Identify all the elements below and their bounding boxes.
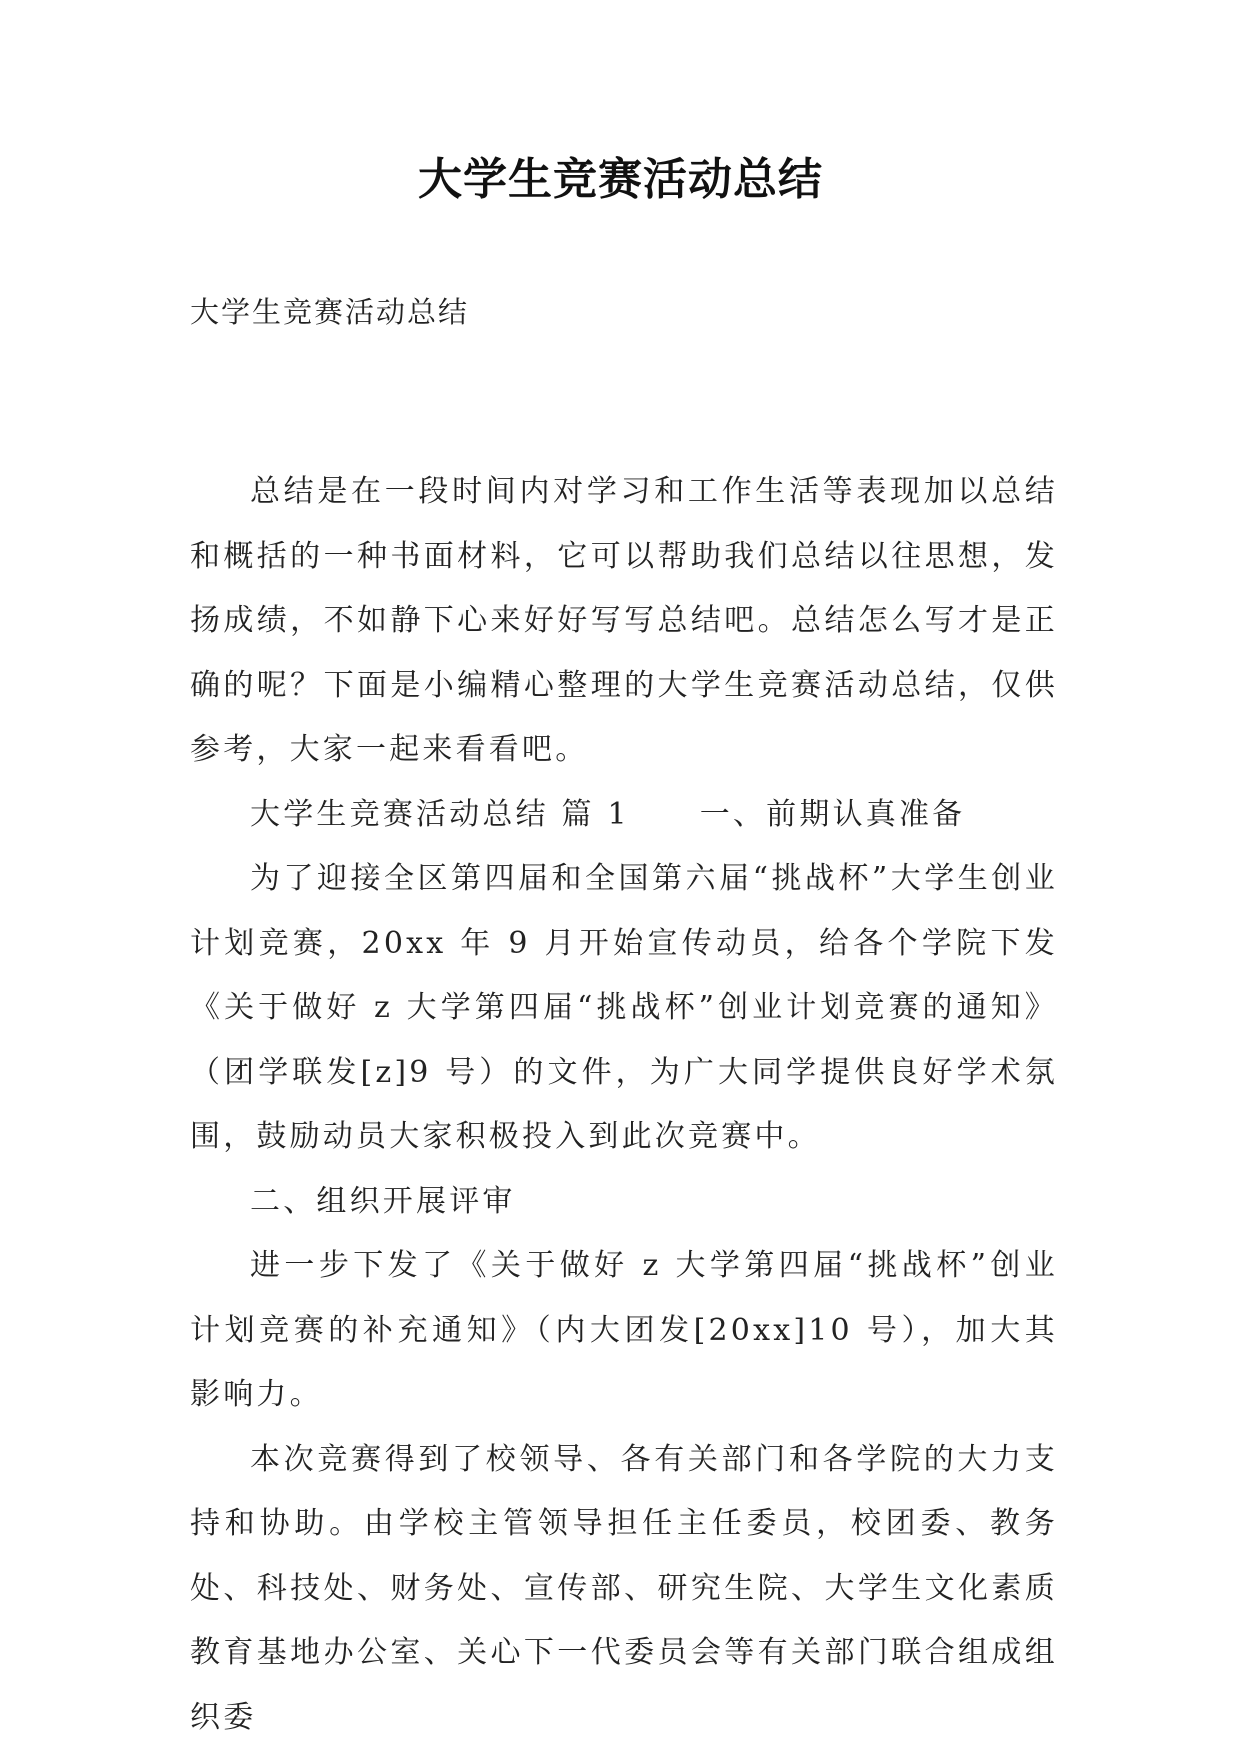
section-label: 大学生竞赛活动总结 篇 1: [250, 796, 630, 832]
document-subtitle: 大学生竞赛活动总结: [190, 295, 470, 329]
document-body: [190, 460, 1058, 1750]
paragraph-3: 本次竞赛得到了校领导、各有关部门和各学院的大力支持和协助。由学校主管领导担任主任委员，校团委、教务处、科技处、财务处、宣传部、研究生院、大学生文化素质教育基地办公室、关心下一代委员会等有关部门联合组成组织委: [190, 1441, 1058, 1735]
section-line: [190, 783, 1058, 848]
section-heading-2: 二、组织开展评审: [250, 1183, 516, 1219]
section-heading-1: 一、前期认真准备: [699, 796, 966, 832]
paragraph-1: 为了迎接全区第四届和全国第六届“挑战杯”大学生创业计划竞赛，20xx 年 9 月开始宣传动员，给各个学院下发《关于做好 z 大学第四届“挑战杯”创业计划竞赛的通知》（团学联发[z]9 号）的文件，为广大同学提供良好学术氛围，鼓励动员大家积极投入到此次竞赛中。: [190, 861, 1058, 1154]
paragraph-2: 进一步下发了《关于做好 z 大学第四届“挑战杯”创业计划竞赛的补充通知》（内大团发[20xx]10 号），加大其影响力。: [190, 1248, 1058, 1412]
document-title: 大学生竞赛活动总结: [418, 154, 823, 205]
intro-paragraph: 总结是在一段时间内对学习和工作生活等表现加以总结和概括的一种书面材料，它可以帮助我们总结以往思想，发扬成绩，不如静下心来好好写写总结吧。总结怎么写才是正确的呢？下面是小编精心整理的大学生竞赛活动总结，仅供参考，大家一起来看看吧。: [190, 474, 1058, 767]
